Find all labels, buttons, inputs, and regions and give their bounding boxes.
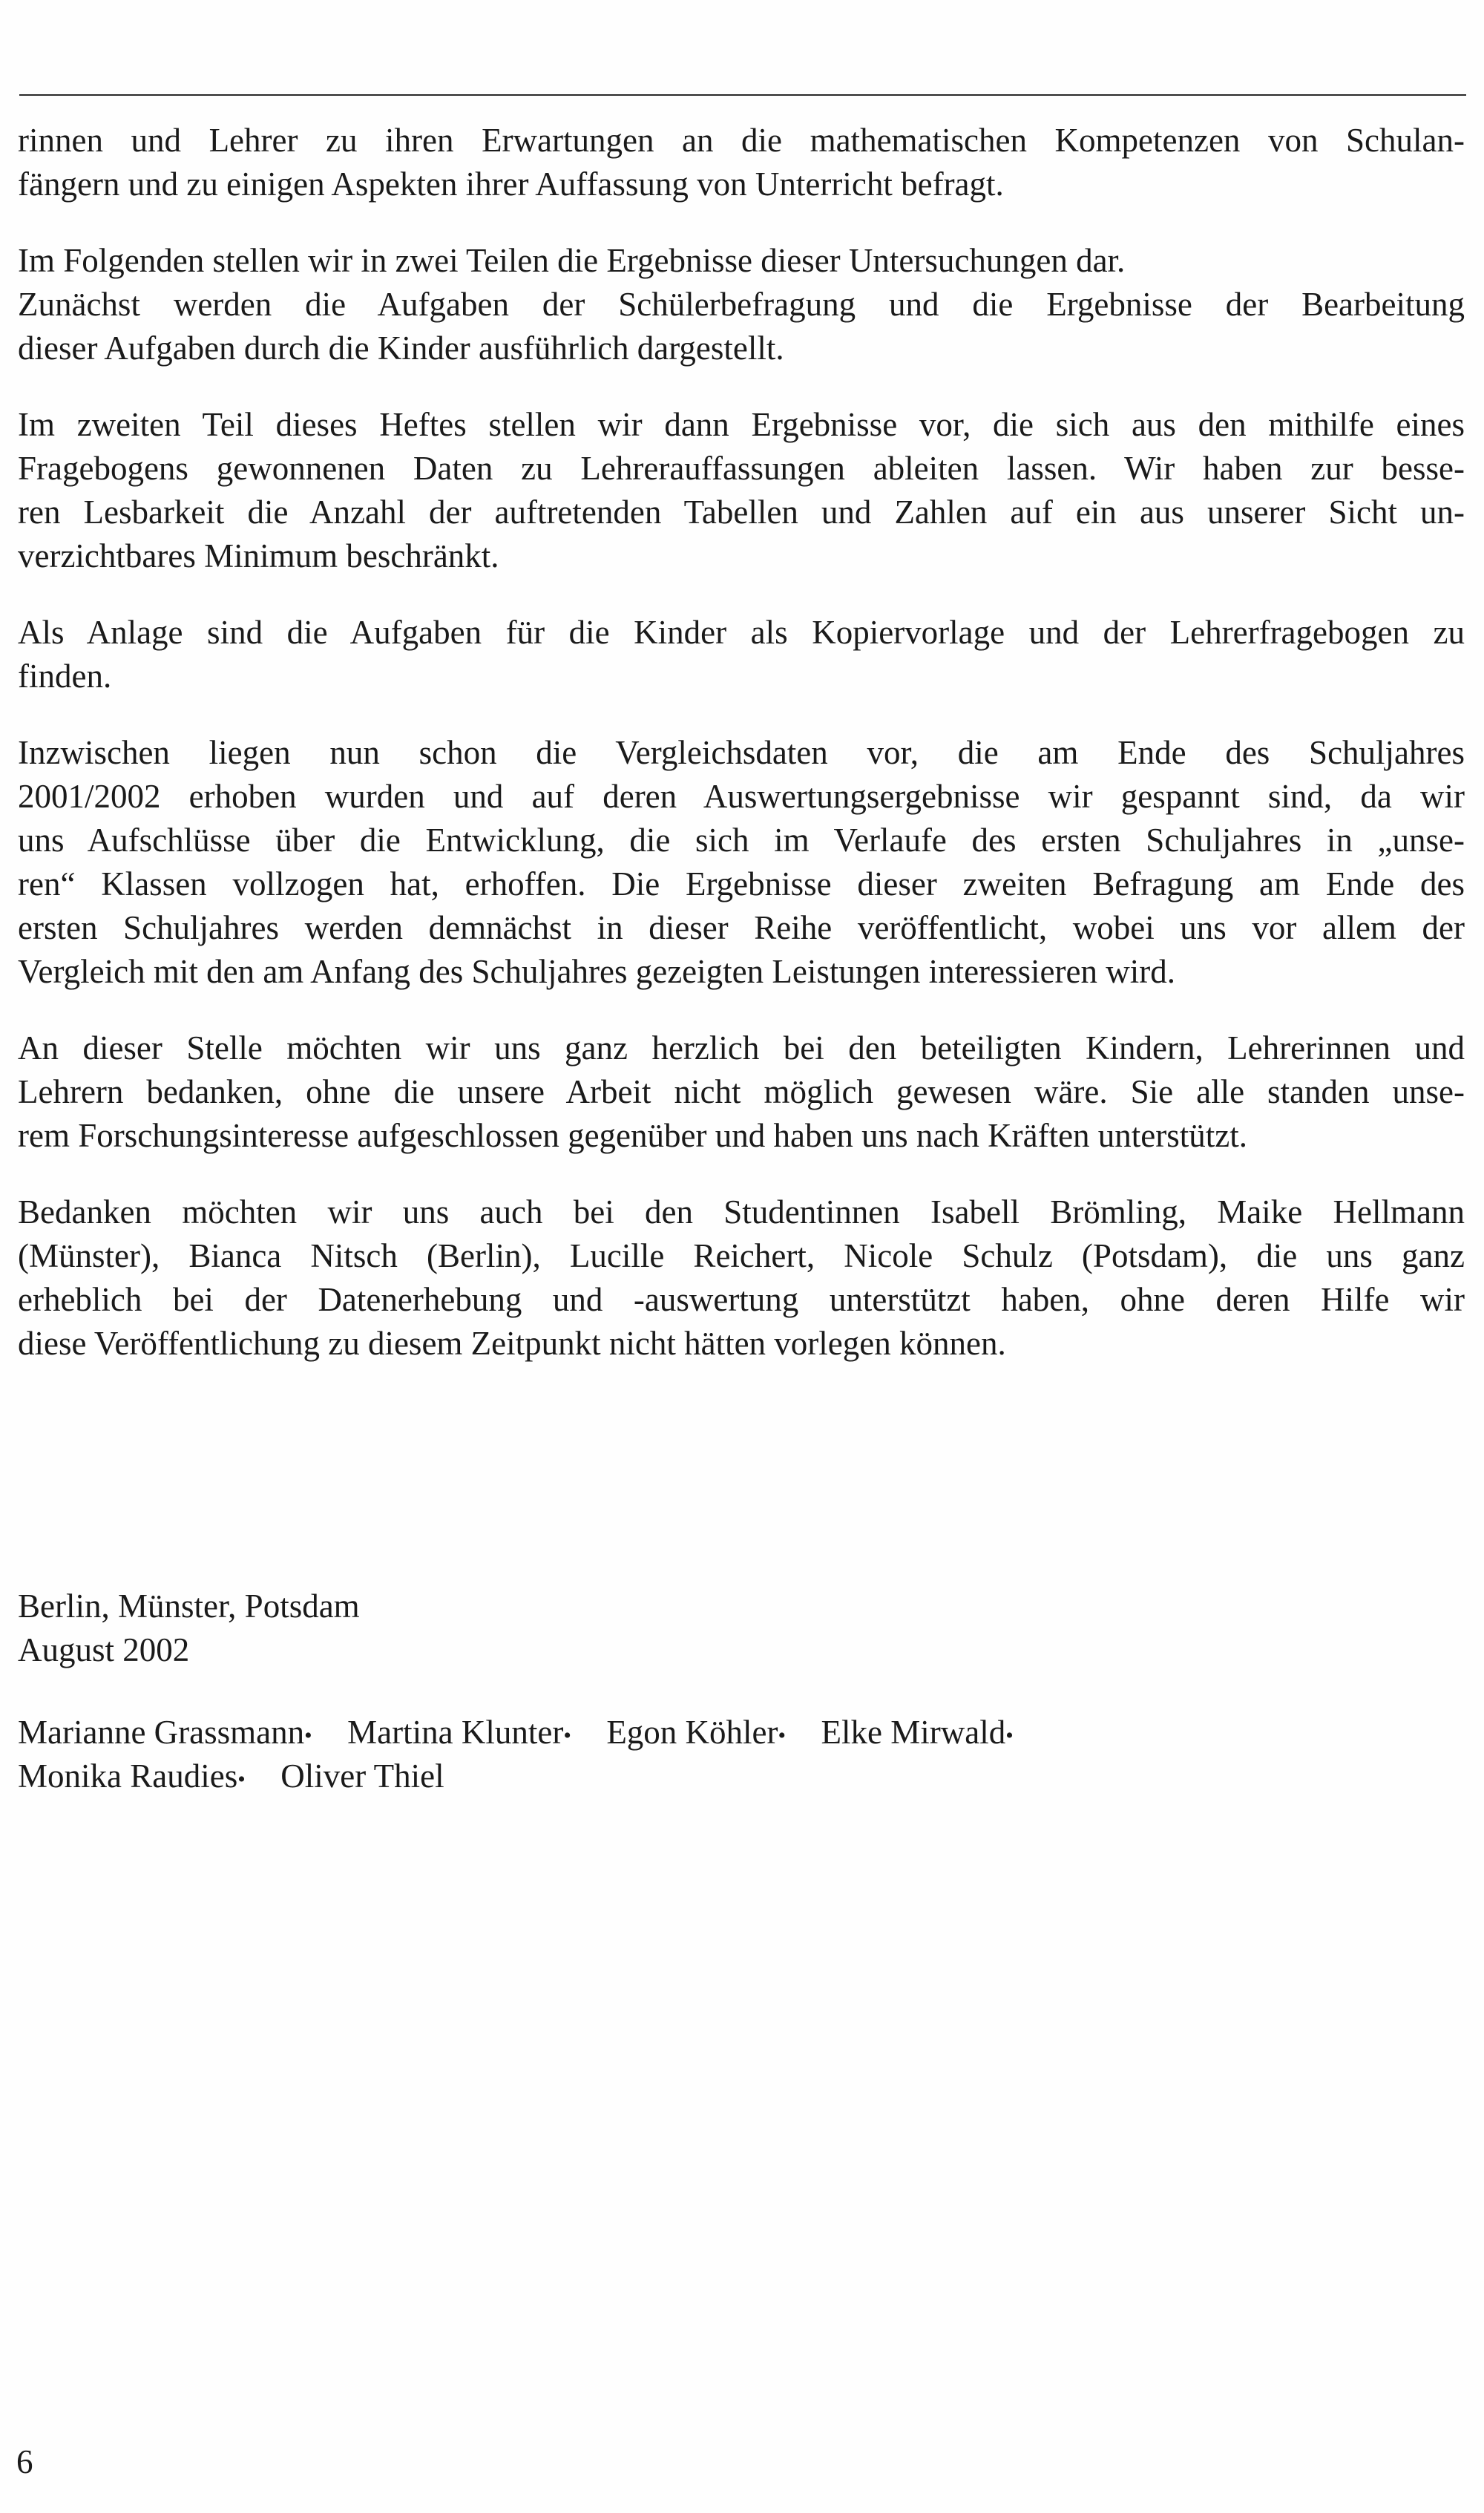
text-line: ersten Schuljahres werden demnächst in dieser Reihe veröffentlicht, wobei uns vor allem der [18, 909, 1465, 946]
text-line: rinnen und Lehrer zu ihren Erwartungen an die mathematischen Kompetenzen von Schulan- [18, 122, 1465, 159]
text-line: An dieser Stelle möchten wir uns ganz herzlich bei den beteiligten Kindern, Lehrerinnen und [18, 1029, 1465, 1067]
text-line: ren Lesbarkeit die Anzahl der auftretenden Tabellen und Zahlen auf ein aus unserer Sicht un- [18, 494, 1465, 531]
author-name: Oliver Thiel [280, 1757, 444, 1795]
text-line: (Münster), Bianca Nitsch (Berlin), Lucille Reichert, Nicole Schulz (Potsdam), die uns ganz [18, 1237, 1465, 1274]
author-name: Egon Köhler [606, 1714, 778, 1751]
text-line: Inzwischen liegen nun schon die Vergleichsdaten vor, die am Ende des Schuljahres [18, 734, 1465, 771]
text-line: finden. [18, 658, 112, 695]
paragraph-thanks-students [18, 1190, 1465, 1366]
author-line [18, 1754, 1465, 1798]
closing-date: August 2002 [18, 1631, 190, 1668]
text-line: Lehrern bedanken, ohne die unsere Arbeit nicht möglich gewesen wäre. Sie alle standen unse- [18, 1073, 1465, 1110]
paragraph-second-part [18, 403, 1465, 578]
paragraph-overview [18, 239, 1465, 370]
author-name: Marianne Grassmann [18, 1714, 305, 1751]
separator-dot: • [778, 1723, 787, 1749]
author-line [18, 1711, 1465, 1754]
paragraph-intro-continuation [18, 119, 1465, 206]
text-line: Zunächst werden die Aufgaben der Schülerbefragung und die Ergebnisse der Bearbeitung [18, 286, 1465, 323]
text-line: Vergleich mit den am Anfang des Schuljahres gezeigten Leistungen interessieren wird. [18, 953, 1175, 990]
separator-dot: • [1005, 1723, 1014, 1749]
text-line: ren“ Klassen vollzogen hat, erhoffen. Die Ergebnisse dieser zweiten Befragung am Ende des [18, 865, 1465, 902]
author-list [18, 1711, 1465, 1798]
header-rule [19, 94, 1466, 96]
text-line: Bedanken möchten wir uns auch bei den Studentinnen Isabell Brömling, Maike Hellmann [18, 1193, 1465, 1231]
text-line: uns Aufschlüsse über die Entwicklung, die sich im Verlaufe des ersten Schuljahres in „unse- [18, 822, 1465, 859]
text-line: Im zweiten Teil dieses Heftes stellen wir dann Ergebnisse vor, die sich aus den mithilfe eines [18, 406, 1465, 443]
separator-dot: • [563, 1723, 571, 1749]
author-name: Elke Mirwald [821, 1714, 1006, 1751]
text-line: fängern und zu einigen Aspekten ihrer Auffassung von Unterricht befragt. [18, 166, 1004, 203]
text-line: Als Anlage sind die Aufgaben für die Kinder als Kopiervorlage und der Lehrerfragebogen zu [18, 614, 1465, 651]
text-line: Im Folgenden stellen wir in zwei Teilen die Ergebnisse dieser Untersuchungen dar. [18, 242, 1126, 279]
text-line: 2001/2002 erhoben wurden und auf deren Auswertungsergebnisse wir gespannt sind, da wir [18, 778, 1465, 815]
paragraph-comparison-data [18, 731, 1465, 994]
text-line: erheblich bei der Datenerhebung und -auswertung unterstützt haben, ohne deren Hilfe wir [18, 1281, 1465, 1318]
page-number: 6 [16, 2443, 33, 2480]
paragraph-thanks-participants [18, 1026, 1465, 1158]
text-line: diese Veröffentlichung zu diesem Zeitpunkt nicht hätten vorlegen können. [18, 1325, 1006, 1362]
separator-dot: • [304, 1723, 312, 1749]
author-name: Martina Klunter [347, 1714, 564, 1751]
paragraph-appendix [18, 611, 1465, 698]
text-line: rem Forschungsinteresse aufgeschlossen gegenüber und haben uns nach Kräften unterstützt. [18, 1117, 1248, 1154]
author-name: Monika Raudies [18, 1757, 238, 1795]
text-line: verzichtbares Minimum beschränkt. [18, 537, 499, 574]
text-line: dieser Aufgaben durch die Kinder ausführlich dargestellt. [18, 330, 784, 367]
closing-places: Berlin, Münster, Potsdam [18, 1588, 360, 1625]
closing-place-date [18, 1585, 1465, 1672]
text-line: Fragebogens gewonnenen Daten zu Lehrerauffassungen ableiten lassen. Wir haben zur besse- [18, 450, 1465, 487]
separator-dot: • [237, 1767, 246, 1792]
body-text [18, 119, 1465, 1398]
